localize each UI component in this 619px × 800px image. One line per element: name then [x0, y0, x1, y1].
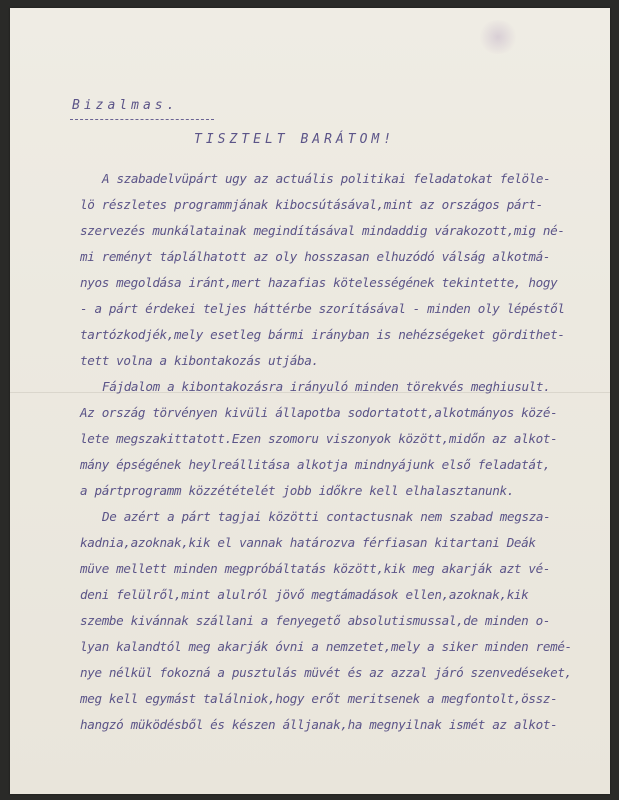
body-line: szervezés munkálatainak megindításával mindaddig várakozott,mig né-	[80, 223, 565, 238]
body-line: tartózkodjék,mely esetleg bármi irányban is nehézségeket gördithet-	[80, 327, 565, 342]
body-line: nyos megoldása iránt,mert hazafias kötelességének tekintette, hogy	[80, 275, 558, 290]
body-line: a pártprogramm közzétételét jobb időkre kell elhalasztanunk.	[80, 483, 514, 498]
body-line: nye nélkül fokozná a pusztulás müvét és az azzal járó szenvedéseket,	[80, 665, 572, 680]
body-line: szembe kivánnak szállani a fenyegető absolutismussal,de minden o-	[80, 613, 551, 628]
body-line: lö részletes programmjának kibocsútásával,mint az országos párt-	[80, 197, 543, 212]
salutation: TISZTELT BARÁTOM!	[194, 132, 396, 147]
body-line: kadnia,azoknak,kik el vannak határozva férfiasan kitartani Deák	[80, 535, 536, 550]
body-line: müve mellett minden megpróbáltatás között,kik meg akarják azt vé-	[80, 561, 551, 576]
body-line: meg kell egymást találniok,hogy erőt meritsenek a megfontolt,össz-	[80, 691, 558, 706]
body-line: Az ország törvényen kivüli állapotba sodortatott,alkotmányos közé-	[80, 405, 558, 420]
body-line: deni felülről,mint alulról jövő megtámadások ellen,azoknak,kik	[80, 587, 529, 602]
letter-body	[10, 8, 610, 794]
body-line: hangzó müködésből és készen álljanak,ha megnyilnak ismét az alkot-	[80, 717, 558, 732]
body-line: - a párt érdekei teljes háttérbe szorításával - minden oly lépéstől	[80, 301, 565, 316]
body-line: lete megszakittatott.Ezen szomoru viszonyok között,midőn az alkot-	[80, 431, 558, 446]
body-line: tett volna a kibontakozás utjába.	[80, 353, 319, 368]
body-line: lyan kalandtól meg akarják óvni a nemzetet,mely a siker minden remé-	[80, 639, 572, 654]
body-line: A szabadelvüpárt ugy az actuális politikai feladatokat felöle-	[102, 171, 551, 186]
body-line: mány épségének heylreállitása alkotja mindnyájunk első feladatát,	[80, 457, 551, 472]
letter-sheet	[10, 8, 610, 794]
body-line: De azért a párt tagjai közötti contactusnak nem szabad megsza-	[102, 509, 551, 524]
body-line: Fájdalom a kibontakozásra irányuló minden törekvés meghiusult.	[102, 379, 551, 394]
confidential-label: Bizalmas.	[72, 98, 179, 113]
body-line: mi reményt táplálhatott az oly hosszasan elhuzódó válság alkotmá-	[80, 249, 551, 264]
